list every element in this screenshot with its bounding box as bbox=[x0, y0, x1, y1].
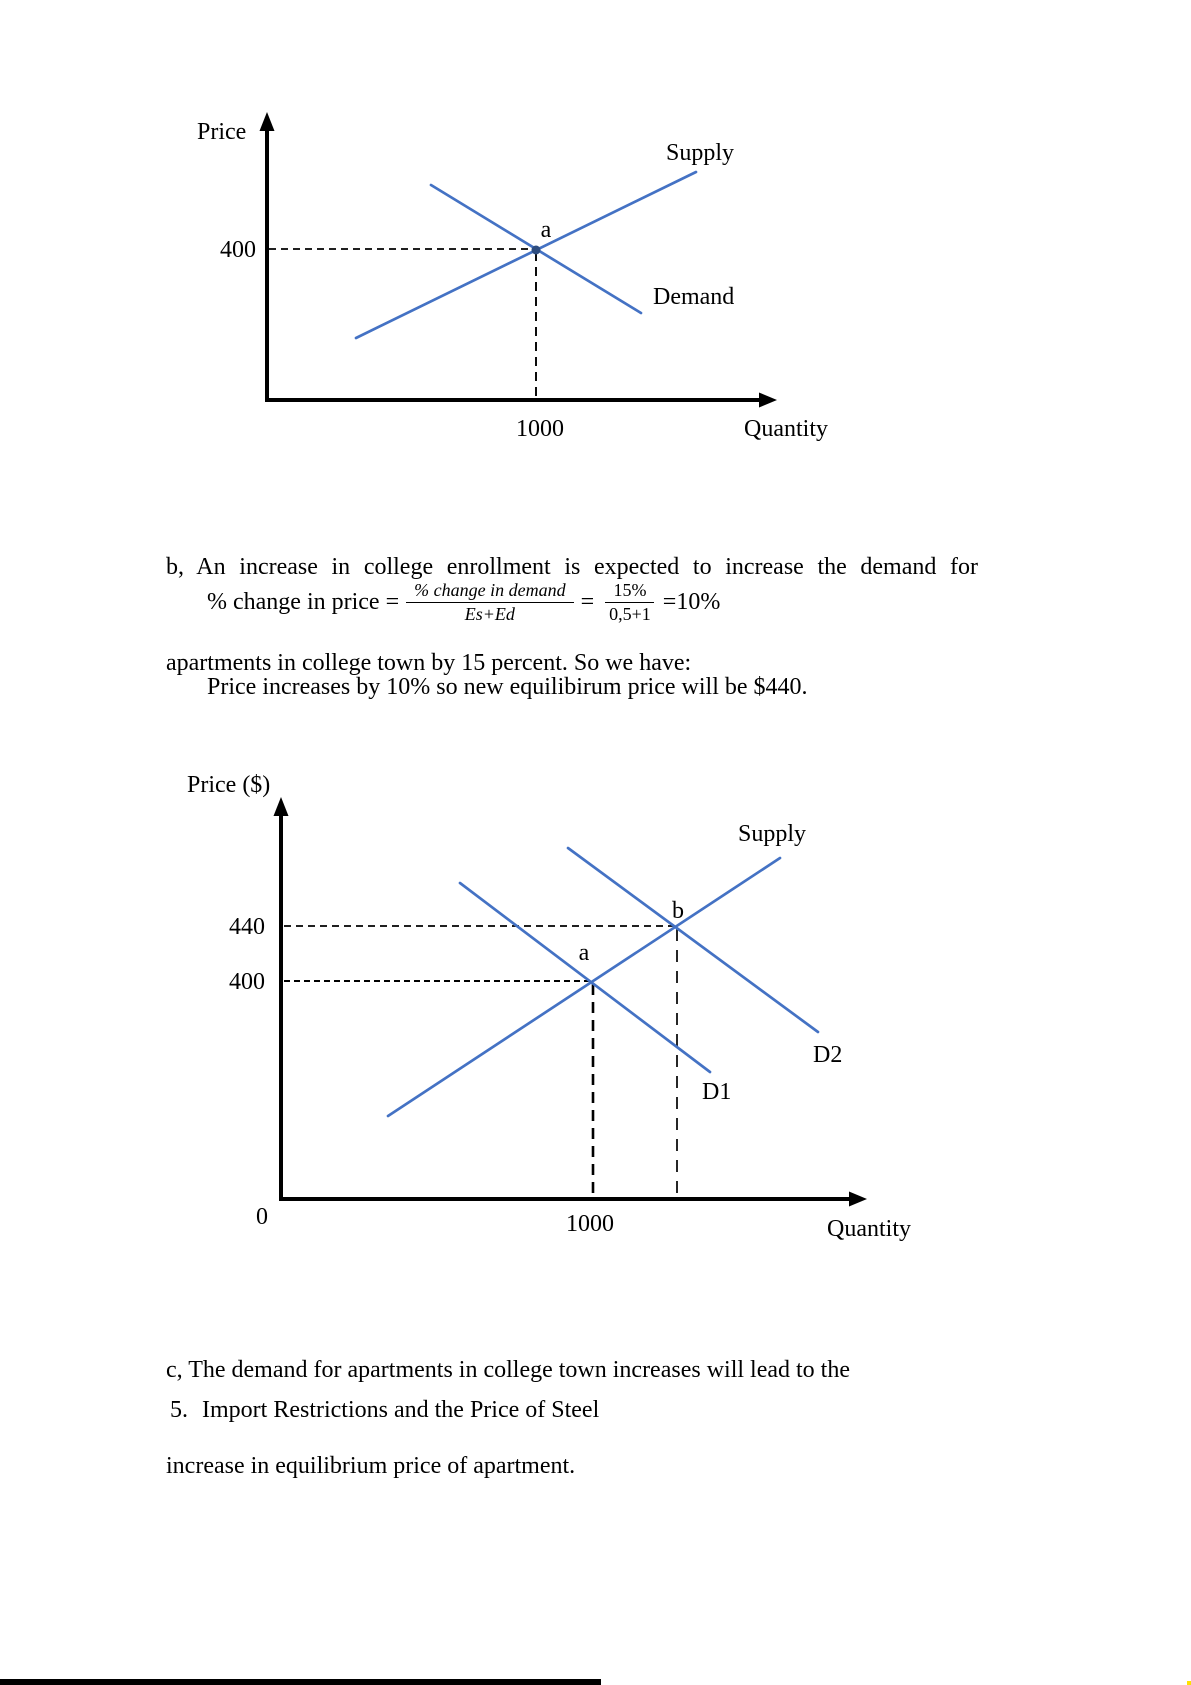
supply-label: Supply bbox=[666, 140, 735, 166]
formula-lhs: % change in price = bbox=[207, 589, 400, 615]
d1-label: D1 bbox=[702, 1079, 732, 1105]
equilibrium-point-a-dot bbox=[532, 246, 541, 255]
formula-fraction-1-denominator: Es+Ed bbox=[464, 604, 515, 624]
ytick-400: 400 bbox=[220, 237, 256, 263]
chart-initial-equilibrium bbox=[140, 100, 900, 460]
ytick-400: 400 bbox=[229, 969, 265, 995]
xtick-1000: 1000 bbox=[566, 1211, 614, 1237]
supply-curve bbox=[356, 172, 696, 338]
demand-curve-d2 bbox=[568, 848, 818, 1032]
supply-curve bbox=[388, 858, 780, 1116]
x-axis-arrow-icon bbox=[849, 1192, 867, 1207]
section-5-number: 5. bbox=[170, 1397, 188, 1423]
chart-demand-shift bbox=[140, 745, 950, 1265]
paragraph-c-line2: increase in equilibrium price of apartment. bbox=[166, 1453, 576, 1479]
point-b-label: b bbox=[672, 898, 684, 924]
y-axis-arrow-icon bbox=[260, 112, 275, 131]
point-a-label: a bbox=[578, 940, 590, 966]
demand-label: Demand bbox=[653, 284, 735, 310]
formula-fraction-1-numerator: % change in demand bbox=[406, 580, 573, 603]
corner-yellow-dot bbox=[1187, 1681, 1191, 1685]
price-change-formula bbox=[207, 580, 720, 625]
x-axis-label: Quantity bbox=[827, 1216, 911, 1242]
formula-fraction-2 bbox=[601, 580, 659, 625]
section-5-heading bbox=[170, 1394, 599, 1426]
supply-label: Supply bbox=[738, 821, 807, 847]
xtick-1000: 1000 bbox=[516, 416, 564, 442]
point-a-label: a bbox=[540, 217, 552, 243]
x-axis-arrow-icon bbox=[759, 393, 777, 408]
formula-fraction-2-denominator: 0,5+1 bbox=[609, 604, 651, 624]
paragraph-b-line1: b, An increase in college enrollment is expected to increase the demand for bbox=[166, 554, 978, 580]
section-5-title: Import Restrictions and the Price of Steel bbox=[202, 1397, 600, 1423]
y-axis-label: Price ($) bbox=[187, 772, 271, 798]
formula-result: =10% bbox=[662, 589, 721, 615]
formula-fraction-1 bbox=[406, 580, 573, 625]
paragraph-b-line2: apartments in college town by 15 percent. So we have: bbox=[166, 650, 692, 676]
bottom-divider-bar bbox=[0, 1679, 601, 1685]
formula-fraction-2-numerator: 15% bbox=[605, 580, 654, 603]
origin-label: 0 bbox=[256, 1204, 268, 1230]
price-increase-note: Price increases by 10% so new equilibirum price will be $440. bbox=[207, 674, 808, 700]
y-axis-label: Price bbox=[197, 119, 247, 145]
paragraph-c-line1: c, The demand for apartments in college town increases will lead to the bbox=[166, 1357, 850, 1383]
d2-label: D2 bbox=[813, 1042, 843, 1068]
formula-equals: = bbox=[580, 589, 595, 615]
y-axis-arrow-icon bbox=[274, 797, 289, 816]
x-axis-label: Quantity bbox=[744, 416, 828, 442]
ytick-440: 440 bbox=[229, 914, 265, 940]
